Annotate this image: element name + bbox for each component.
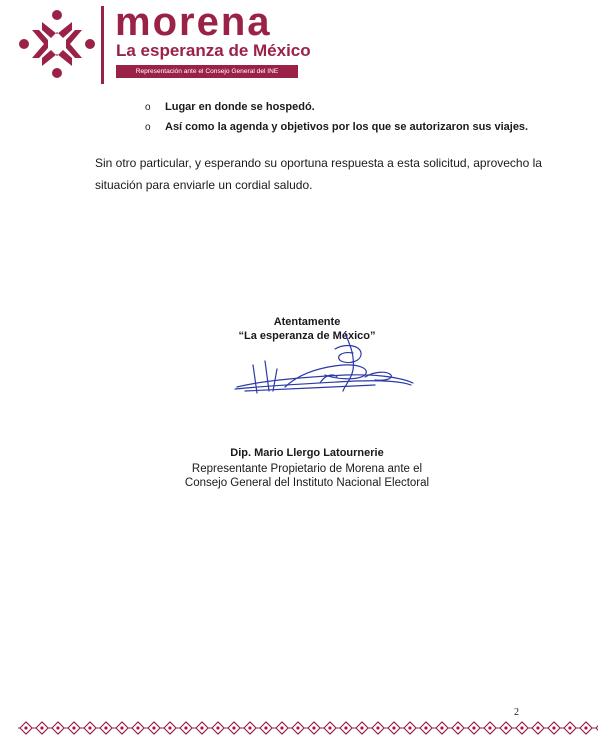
header-divider bbox=[101, 6, 104, 84]
brand-subtitle: Representación ante el Consejo General del INE bbox=[135, 68, 279, 75]
brand-tagline: La esperanza de México bbox=[116, 41, 311, 60]
list-item bbox=[145, 118, 528, 138]
motto: “La esperanza de México” bbox=[238, 330, 376, 342]
bullet-list bbox=[145, 98, 528, 138]
list-item-text: Lugar en donde se hospedó. bbox=[165, 101, 315, 113]
list-item-text: Así como la agenda y objetivos por los que se autorizaron sus viajes. bbox=[165, 121, 529, 133]
salutation: Atentamente bbox=[273, 316, 341, 328]
bullet-icon: o bbox=[145, 102, 151, 113]
signer-role-line-1: Representante Propietario de Morena ante el bbox=[191, 463, 423, 475]
decorative-border-icon bbox=[18, 720, 598, 736]
bullet-icon: o bbox=[145, 122, 151, 133]
closing-paragraph: Sin otro particular, y esperando su oportuna respuesta a esta solicitud, aprovecho la situación para enviarle un cordial saludo. bbox=[95, 156, 542, 192]
signer-role-line-2: Consejo General del Instituto Nacional Electoral bbox=[184, 477, 430, 489]
list-item bbox=[145, 98, 528, 118]
brand-subtitle-bar bbox=[116, 65, 298, 78]
morena-logo-icon bbox=[18, 8, 96, 80]
signer-name: Dip. Mario Llergo Latournerie bbox=[230, 447, 384, 459]
handwritten-signature bbox=[225, 325, 420, 400]
page-number: 2 bbox=[514, 707, 519, 718]
brand-name: morena bbox=[115, 0, 272, 44]
